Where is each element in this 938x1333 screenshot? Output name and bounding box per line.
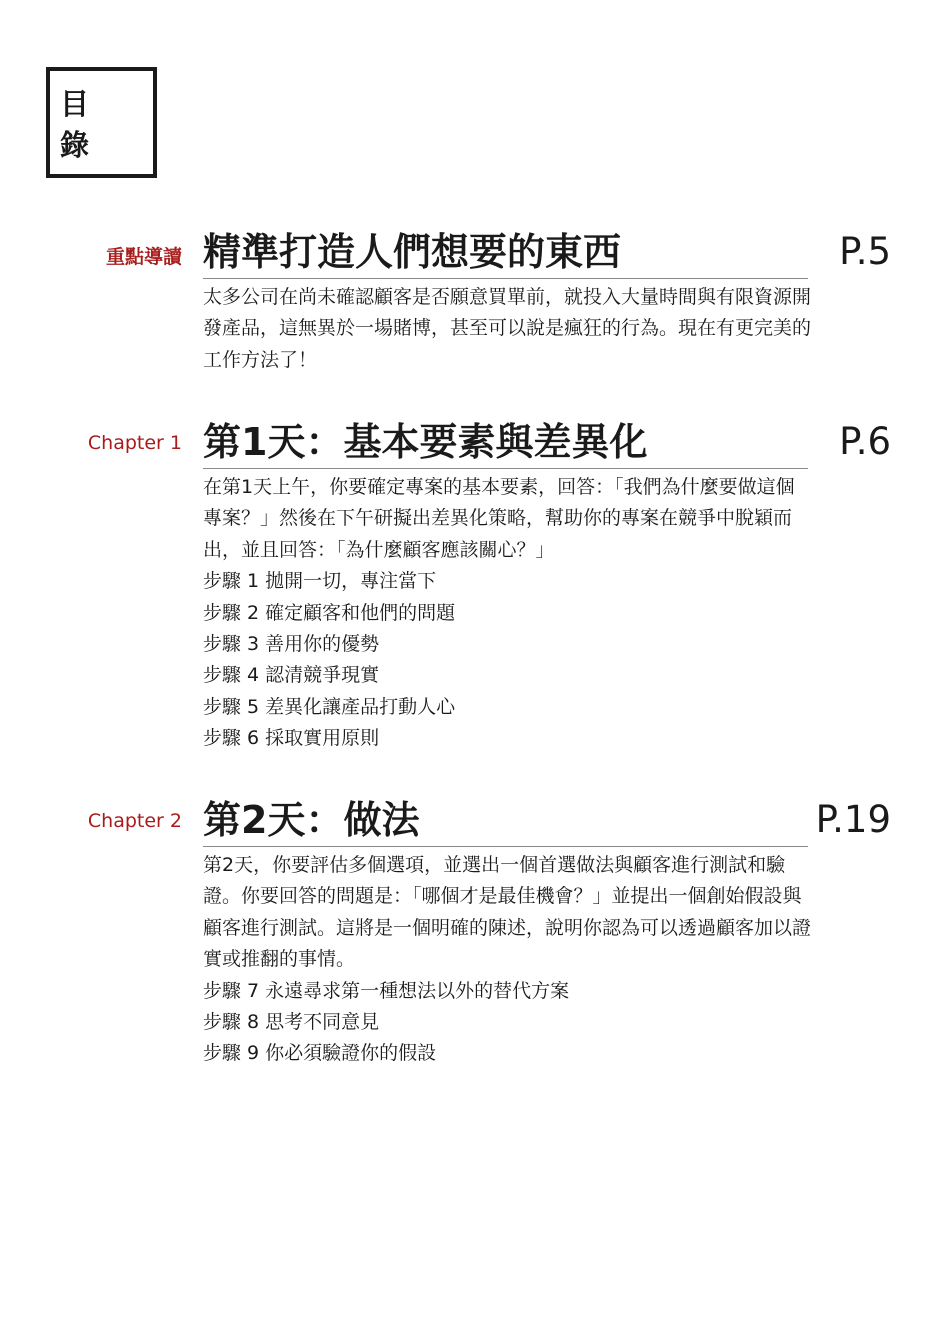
section-page-number: P.5 [839, 230, 891, 273]
toc-heading-box [46, 67, 157, 178]
section-label: 重點導讀 [105, 246, 182, 268]
section-description: 在第1天上午，你要確定專案的基本要素，回答：「我們為什麼要做這個專案？」然後在下午研擬出差異化策略，幫助你的專案在競爭中脫穎而出，並且回答：「為什麼顧客應該關心？」 [203, 476, 795, 561]
step-item[interactable]: 步驟 6 採取實用原則 [203, 727, 380, 750]
section-body [203, 472, 811, 755]
section-title[interactable]: 第2天：做法 [203, 798, 420, 842]
step-item[interactable]: 步驟 8 思考不同意見 [203, 1011, 380, 1034]
section-title[interactable]: 精準打造人們想要的東西 [203, 230, 622, 274]
section-description: 第2天，你要評估多個選項，並選出一個首選做法與顧客進行測試和驗證。你要回答的問題是：「哪個才是最佳機會？」並提出一個創始假設與顧客進行測試。這將是一個明確的陳述，說明你認為可以透過顧客加以證實或推翻的事情。 [203, 854, 812, 971]
step-item[interactable]: 步驟 5 差異化讓產品打動人心 [203, 695, 456, 718]
section-label: Chapter 1 [87, 432, 182, 454]
section-page-number: P.6 [839, 420, 891, 463]
section-title[interactable]: 第1天：基本要素與差異化 [203, 420, 648, 464]
step-item[interactable]: 步驟 9 你必須驗證你的假設 [203, 1042, 437, 1065]
section-divider [203, 278, 808, 279]
step-item[interactable]: 步驟 7 永遠尋求第一種想法以外的替代方案 [203, 979, 570, 1002]
step-item[interactable]: 步驟 3 善用你的優勢 [203, 633, 380, 656]
step-item[interactable]: 步驟 1 拋開一切，專注當下 [203, 570, 437, 593]
section-page-number: P.19 [815, 798, 891, 841]
step-item[interactable]: 步驟 2 確定顧客和他們的問題 [203, 601, 456, 624]
section-description: 太多公司在尚未確認顧客是否願意買單前，就投入大量時間與有限資源開發產品，這無異於一場賭博，甚至可以說是瘋狂的行為。現在有更完美的工作方法了！ [203, 286, 812, 371]
section-body [203, 850, 811, 1070]
section-label: Chapter 2 [87, 810, 182, 832]
step-item[interactable]: 步驟 4 認清競爭現實 [203, 664, 380, 687]
toc-heading: 目 錄 [60, 86, 100, 162]
section-divider [203, 468, 808, 469]
section-divider [203, 846, 808, 847]
